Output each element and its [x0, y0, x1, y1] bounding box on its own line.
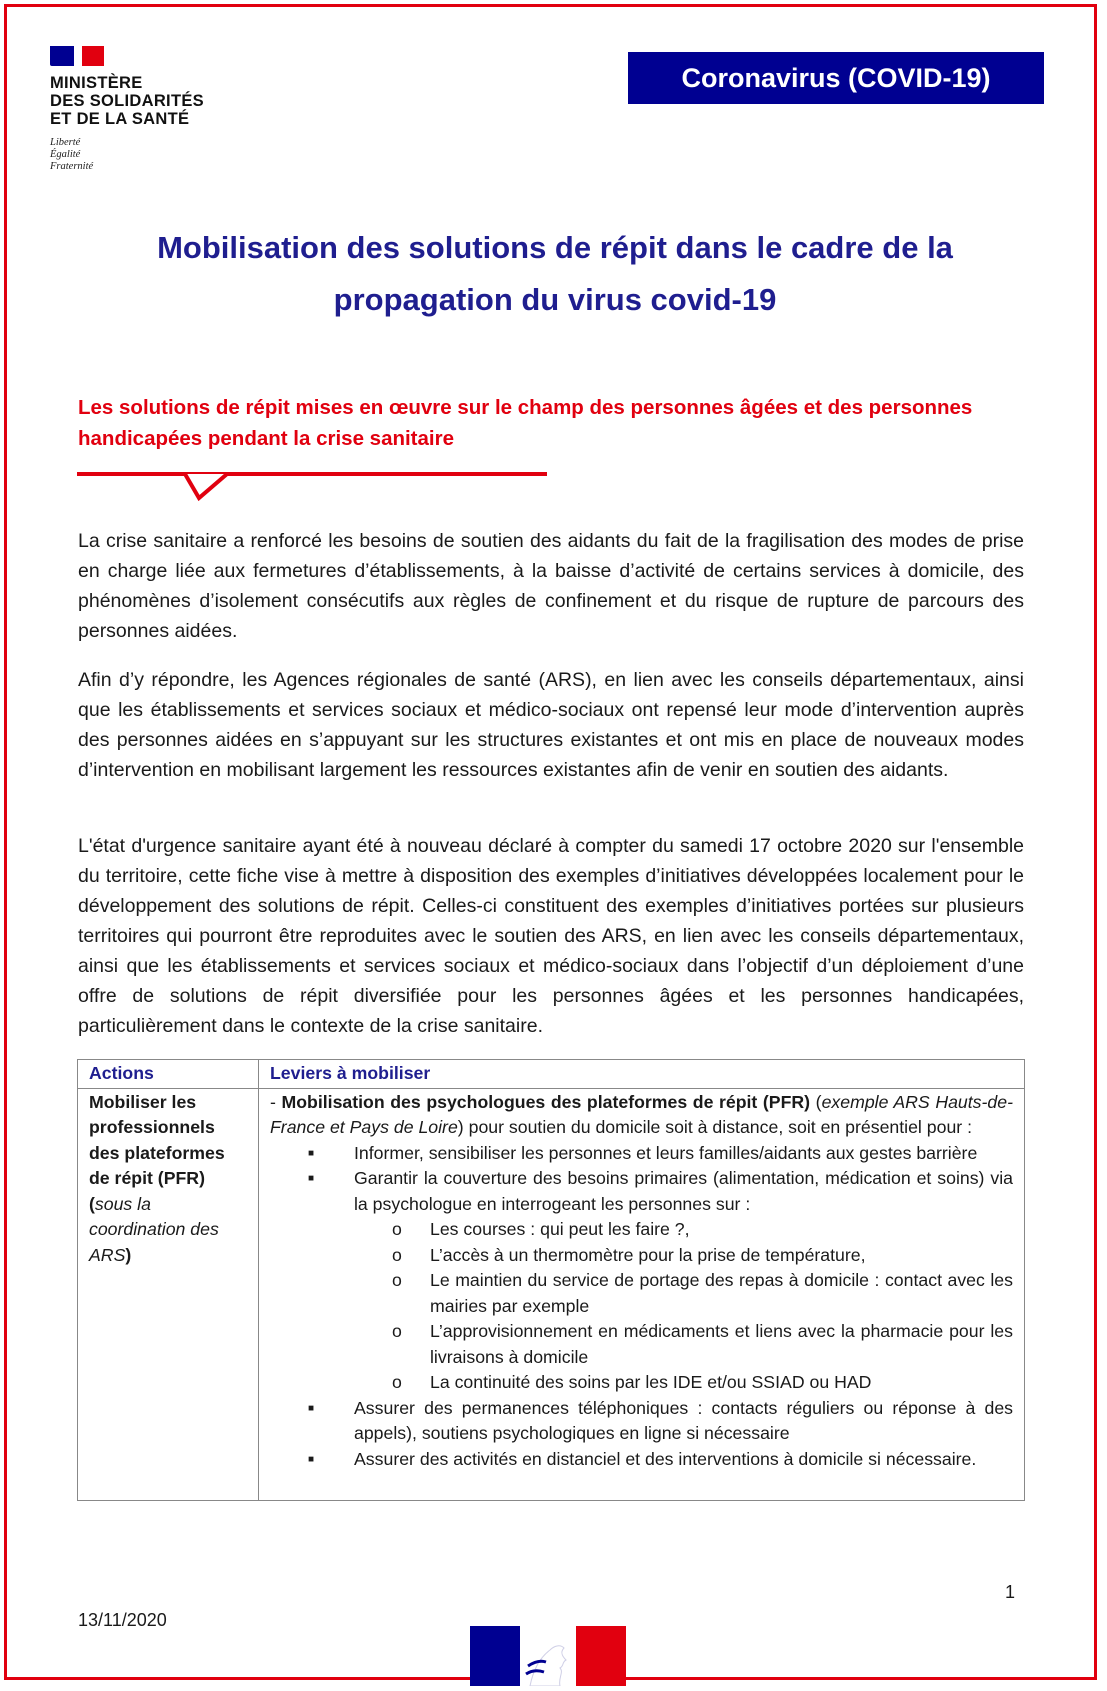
marianne-footer-icon [470, 1626, 626, 1686]
table-row [78, 1088, 1025, 1500]
speech-divider-icon [77, 470, 547, 504]
sub-list-item: o Les courses : qui peut les faire ?, [354, 1217, 1013, 1243]
table-header-row [78, 1060, 1025, 1089]
action-cell: Mobiliser les professionnels des plateformes de répit (PFR) (sous la coordination des ARS) [78, 1088, 259, 1500]
sub-list [354, 1217, 1013, 1396]
marianne-profile-icon [520, 1626, 576, 1686]
list-item: ■ Assurer des permanences téléphoniques : contacts réguliers ou réponse à des appels), soutiens psychologiques en ligne si nécessaire [270, 1396, 1013, 1447]
header-actions: Actions [78, 1060, 259, 1089]
levers-intro: - Mobilisation des psychologues des plateformes de répit (PFR) (exemple ARS Hauts-de-France et Pays de Loire) pour soutien du domicile soit à distance, soit en présentiel pour : [270, 1091, 1013, 1137]
page-title: Mobilisation des solutions de répit dans le cadre de la propagation du virus covid-19 [157, 230, 953, 317]
ministry-name: MINISTÈRE DES SOLIDARITÉS ET DE LA SANTÉ [50, 74, 204, 128]
list-item: ■ Informer, sensibiliser les personnes et leurs familles/aidants aux gestes barrière [270, 1141, 1013, 1167]
marianne-flag-icon [50, 46, 104, 66]
levers-table [77, 1059, 1025, 1501]
paragraph-intro: La crise sanitaire a renforcé les besoins de soutien des aidants du fait de la fragilisation des modes de prise en charge liée aux fermetures d’établissements, à la baisse d’activité de certains services à domicile, des phénomènes d’isolement consécutifs aux règles de confinement et du risque de rupture de parcours des personnes aidées. [78, 530, 1024, 642]
list-item: ■ Assurer des activités en distanciel et des interventions à domicile si nécessaire. [270, 1447, 1013, 1473]
ministry-logo [50, 46, 250, 173]
page-number: 1 [1005, 1582, 1016, 1602]
section-subtitle: Les solutions de répit mises en œuvre sur le champ des personnes âgées et des personnes handicapées pendant la crise sanitaire [78, 396, 973, 450]
sub-list-item: o L’approvisionnement en médicaments et liens avec la pharmacie pour les livraisons à domicile [354, 1319, 1013, 1370]
sub-list-item: o La continuité des soins par les IDE et/ou SSIAD ou HAD [354, 1370, 1013, 1396]
republic-motto: Liberté Égalité Fraternité [50, 137, 94, 172]
header-levers: Leviers à mobiliser [259, 1060, 1025, 1089]
sub-list-item: o Le maintien du service de portage des repas à domicile : contact avec les mairies par exemple [354, 1268, 1013, 1319]
levers-cell [259, 1088, 1025, 1500]
levers-list [270, 1141, 1013, 1473]
covid-badge: Coronavirus (COVID-19) [628, 52, 1044, 104]
paragraph-urgence: L'état d'urgence sanitaire ayant été à nouveau déclaré à compter du samedi 17 octobre 2020 sur l'ensemble du territoire, cette fiche vise à mettre à disposition des exemples d’initiatives développées localement pour le développement des solutions de répit. Celles-ci constituent des exemples d’initiatives portées sur plusieurs territoires qui pourront être reproduites avec le soutien des ARS, en lien avec les conseils départementaux, ainsi que les établissements et services sociaux et médico-sociaux dans l’objectif d’un déploiement d’une offre de solutions de répit diversifiée pour les personnes âgées et les personnes handicapées, particulièrement dans le contexte de la crise sanitaire. [78, 835, 1024, 1037]
paragraph-ars: Afin d’y répondre, les Agences régionales de santé (ARS), en lien avec les conseils départementaux, ainsi que les établissements et services sociaux et médico-sociaux ont repensé leur mode d’intervention auprès des personnes aidées en s’appuyant sur les structures existantes et ont mis en place de nouveaux modes d’intervention en mobilisant largement les ressources existantes afin de venir en soutien des aidants. [78, 669, 1024, 781]
sub-list-item: o L’accès à un thermomètre pour la prise de température, [354, 1243, 1013, 1269]
list-item: ■ Garantir la couverture des besoins primaires (alimentation, médication et soins) via la psychologue en interrogeant les personnes sur : o Les courses : qui peut les faire ?, o L’accès à un thermomètre pour la prise de température, o Le maintien du service de portage des repas à domicile : contact avec les mairies par exemple o L’approvisionnement en médicaments et liens avec la pharmacie pour les livraisons à domicile o La continuité des soins par les IDE et/ou SSIAD ou HAD [270, 1166, 1013, 1396]
document-date: 13/11/2020 [78, 1610, 167, 1630]
